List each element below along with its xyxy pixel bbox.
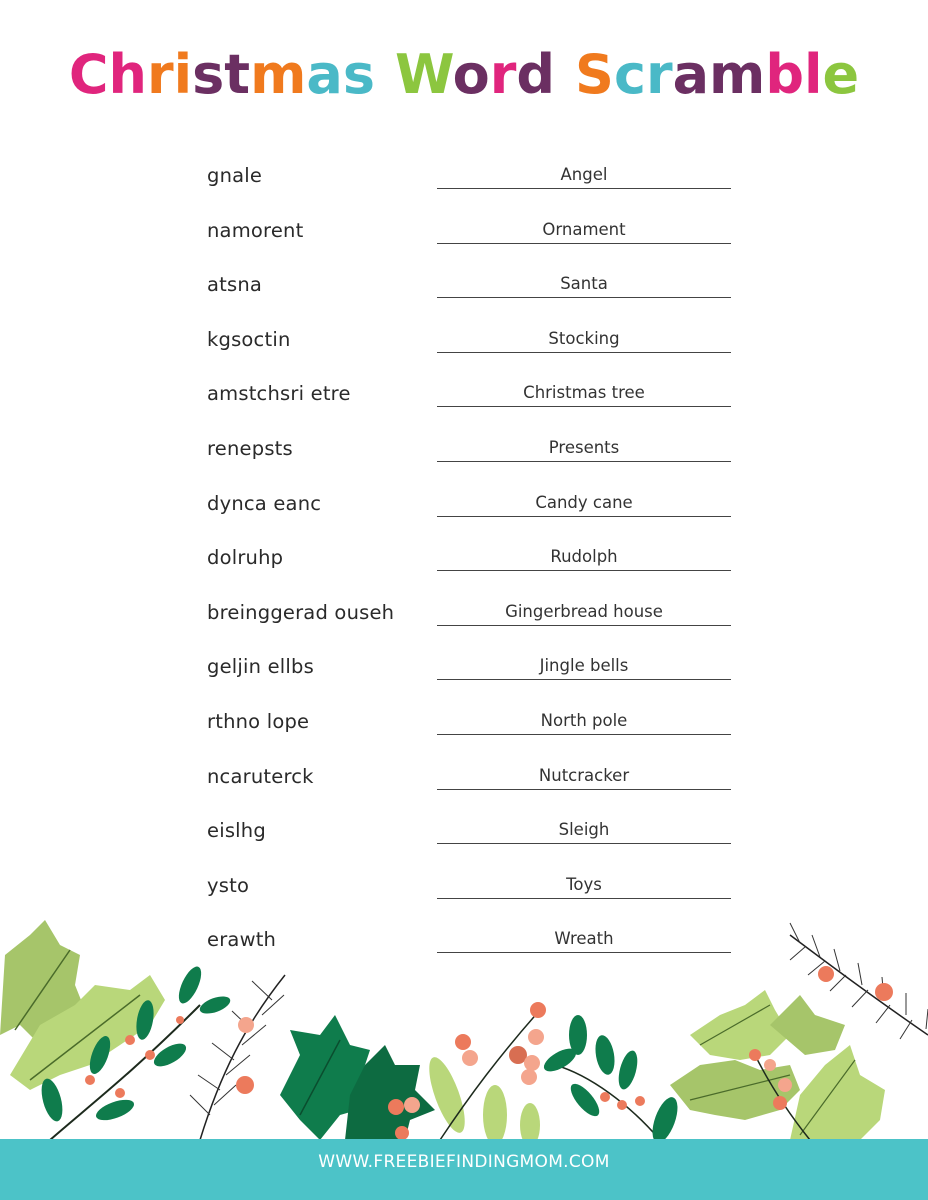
berry bbox=[462, 1050, 478, 1066]
answer-line[interactable] bbox=[437, 734, 731, 735]
title-letter: o bbox=[452, 43, 490, 106]
puzzle-row bbox=[0, 532, 928, 587]
puzzle-row bbox=[0, 150, 928, 205]
title-word bbox=[575, 40, 859, 110]
scrambled-word: ncaruterck bbox=[207, 764, 314, 788]
title-word bbox=[395, 40, 555, 110]
dark-leaf bbox=[93, 1096, 136, 1125]
answer-text: Angel bbox=[560, 165, 608, 184]
puzzle-row bbox=[0, 423, 928, 478]
answer-line[interactable] bbox=[437, 297, 731, 298]
title-letter: r bbox=[146, 43, 174, 106]
title-letter: h bbox=[108, 43, 147, 106]
scrambled-word: atsna bbox=[207, 273, 263, 297]
berry bbox=[530, 1002, 546, 1018]
puzzle-row bbox=[0, 860, 928, 915]
title-letter: W bbox=[394, 43, 453, 106]
answer-line[interactable] bbox=[437, 461, 731, 462]
title-letter: m bbox=[250, 43, 307, 106]
berry bbox=[749, 1049, 761, 1061]
title-letter: S bbox=[575, 43, 614, 106]
berry bbox=[528, 1029, 544, 1045]
berry bbox=[875, 983, 893, 1001]
answer-text: Candy cane bbox=[535, 492, 633, 512]
answer-text: North pole bbox=[540, 710, 628, 730]
puzzle-row bbox=[0, 205, 928, 260]
answer-text: Stocking bbox=[548, 328, 620, 348]
puzzle-row bbox=[0, 314, 928, 369]
scrambled-word: ysto bbox=[207, 873, 250, 897]
answer-text: Sleigh bbox=[558, 820, 610, 840]
answer-line[interactable] bbox=[437, 625, 731, 626]
answer-text: Wreath bbox=[554, 929, 614, 949]
answer-line[interactable] bbox=[437, 516, 731, 517]
answer-text: Toys bbox=[566, 874, 602, 894]
answer-line[interactable] bbox=[437, 843, 731, 844]
answer-line[interactable] bbox=[437, 406, 731, 407]
answer-line[interactable] bbox=[437, 243, 731, 244]
answer-text: Gingerbread house bbox=[505, 601, 663, 621]
dark-leaf bbox=[150, 1039, 189, 1071]
berry bbox=[635, 1096, 645, 1106]
berry bbox=[773, 1096, 787, 1110]
answer-line[interactable] bbox=[437, 789, 731, 790]
title-letter: d bbox=[516, 43, 556, 106]
scrambled-word: rthno lope bbox=[207, 709, 310, 733]
title-letter: b bbox=[765, 43, 804, 106]
berry bbox=[818, 966, 834, 982]
scrambled-word: kgsoctin bbox=[207, 327, 291, 351]
title-letter: c bbox=[613, 43, 646, 106]
scrambled-word: dynca eanc bbox=[207, 491, 322, 515]
footer-band bbox=[0, 1139, 928, 1200]
dark-leaf bbox=[198, 993, 233, 1017]
answer-text: Jingle bells bbox=[539, 656, 629, 676]
berry bbox=[764, 1059, 776, 1071]
answer-text: Nutcracker bbox=[538, 765, 630, 785]
berry bbox=[145, 1050, 155, 1060]
title-letter: C bbox=[68, 43, 109, 106]
footer-url[interactable]: WWW.FREEBIEFINDINGMOM.COM bbox=[318, 1152, 610, 1172]
dark-leaf bbox=[593, 1034, 618, 1077]
scrambled-word: amstchsri etre bbox=[207, 382, 351, 406]
answer-text: Ornament bbox=[542, 219, 626, 239]
light-leaf bbox=[483, 1085, 507, 1145]
answer-line[interactable] bbox=[437, 570, 731, 571]
berry bbox=[395, 1126, 409, 1140]
title-letter: r bbox=[489, 43, 517, 106]
title-letter: s bbox=[192, 43, 225, 106]
scrambled-word: geljin ellbs bbox=[207, 655, 314, 679]
berry bbox=[176, 1016, 184, 1024]
scrambled-word: renepsts bbox=[207, 436, 293, 460]
scrambled-word: namorent bbox=[207, 218, 304, 242]
puzzle-row bbox=[0, 478, 928, 533]
berry bbox=[236, 1076, 254, 1094]
answer-text: Santa bbox=[560, 274, 608, 294]
title-letter: e bbox=[822, 43, 860, 106]
holly-leaf bbox=[770, 995, 845, 1055]
answer-text: Christmas tree bbox=[523, 383, 645, 403]
puzzle-row bbox=[0, 368, 928, 423]
puzzle-row bbox=[0, 259, 928, 314]
puzzle-row bbox=[0, 587, 928, 642]
answer-line[interactable] bbox=[437, 188, 731, 189]
title-letter: i bbox=[173, 43, 193, 106]
answer-line[interactable] bbox=[437, 352, 731, 353]
berry bbox=[521, 1069, 537, 1085]
berry bbox=[524, 1055, 540, 1071]
puzzle-row bbox=[0, 641, 928, 696]
berry bbox=[85, 1075, 95, 1085]
title-letter: l bbox=[803, 43, 823, 106]
scrambled-word: dolruhp bbox=[207, 546, 284, 570]
dark-leaf bbox=[615, 1049, 641, 1092]
answer-line[interactable] bbox=[437, 898, 731, 899]
berry bbox=[600, 1092, 610, 1102]
title-letter: a bbox=[672, 43, 710, 106]
scrambled-word: breinggerad ouseh bbox=[207, 600, 395, 624]
puzzle-row bbox=[0, 696, 928, 751]
answer-line[interactable] bbox=[437, 679, 731, 680]
scrambled-word: erawth bbox=[207, 928, 277, 952]
title-word bbox=[69, 40, 375, 110]
puzzle-row bbox=[0, 805, 928, 860]
light-leaf bbox=[422, 1053, 472, 1136]
berry bbox=[455, 1034, 471, 1050]
berry bbox=[125, 1035, 135, 1045]
puzzle-row bbox=[0, 751, 928, 806]
berry bbox=[238, 1017, 254, 1033]
answer-text: Rudolph bbox=[550, 547, 618, 567]
title-letter: s bbox=[342, 43, 375, 106]
answer-text: Presents bbox=[548, 437, 620, 457]
scrambled-word: eislhg bbox=[207, 819, 266, 843]
berry bbox=[778, 1078, 792, 1092]
dark-leaf bbox=[647, 1094, 682, 1145]
berry bbox=[404, 1097, 420, 1113]
holly-decoration bbox=[0, 915, 928, 1145]
dark-leaf bbox=[174, 963, 205, 1006]
berry bbox=[617, 1100, 627, 1110]
scrambled-word: gnale bbox=[207, 164, 263, 187]
title-letter: t bbox=[224, 43, 251, 106]
title-letter: a bbox=[306, 43, 343, 106]
berry bbox=[115, 1088, 125, 1098]
puzzle-list bbox=[0, 150, 928, 969]
title-letter: r bbox=[645, 43, 673, 106]
worksheet-title bbox=[0, 40, 928, 110]
berry bbox=[388, 1099, 404, 1115]
title-letter: m bbox=[709, 43, 766, 106]
holly-leaf bbox=[790, 1045, 885, 1140]
